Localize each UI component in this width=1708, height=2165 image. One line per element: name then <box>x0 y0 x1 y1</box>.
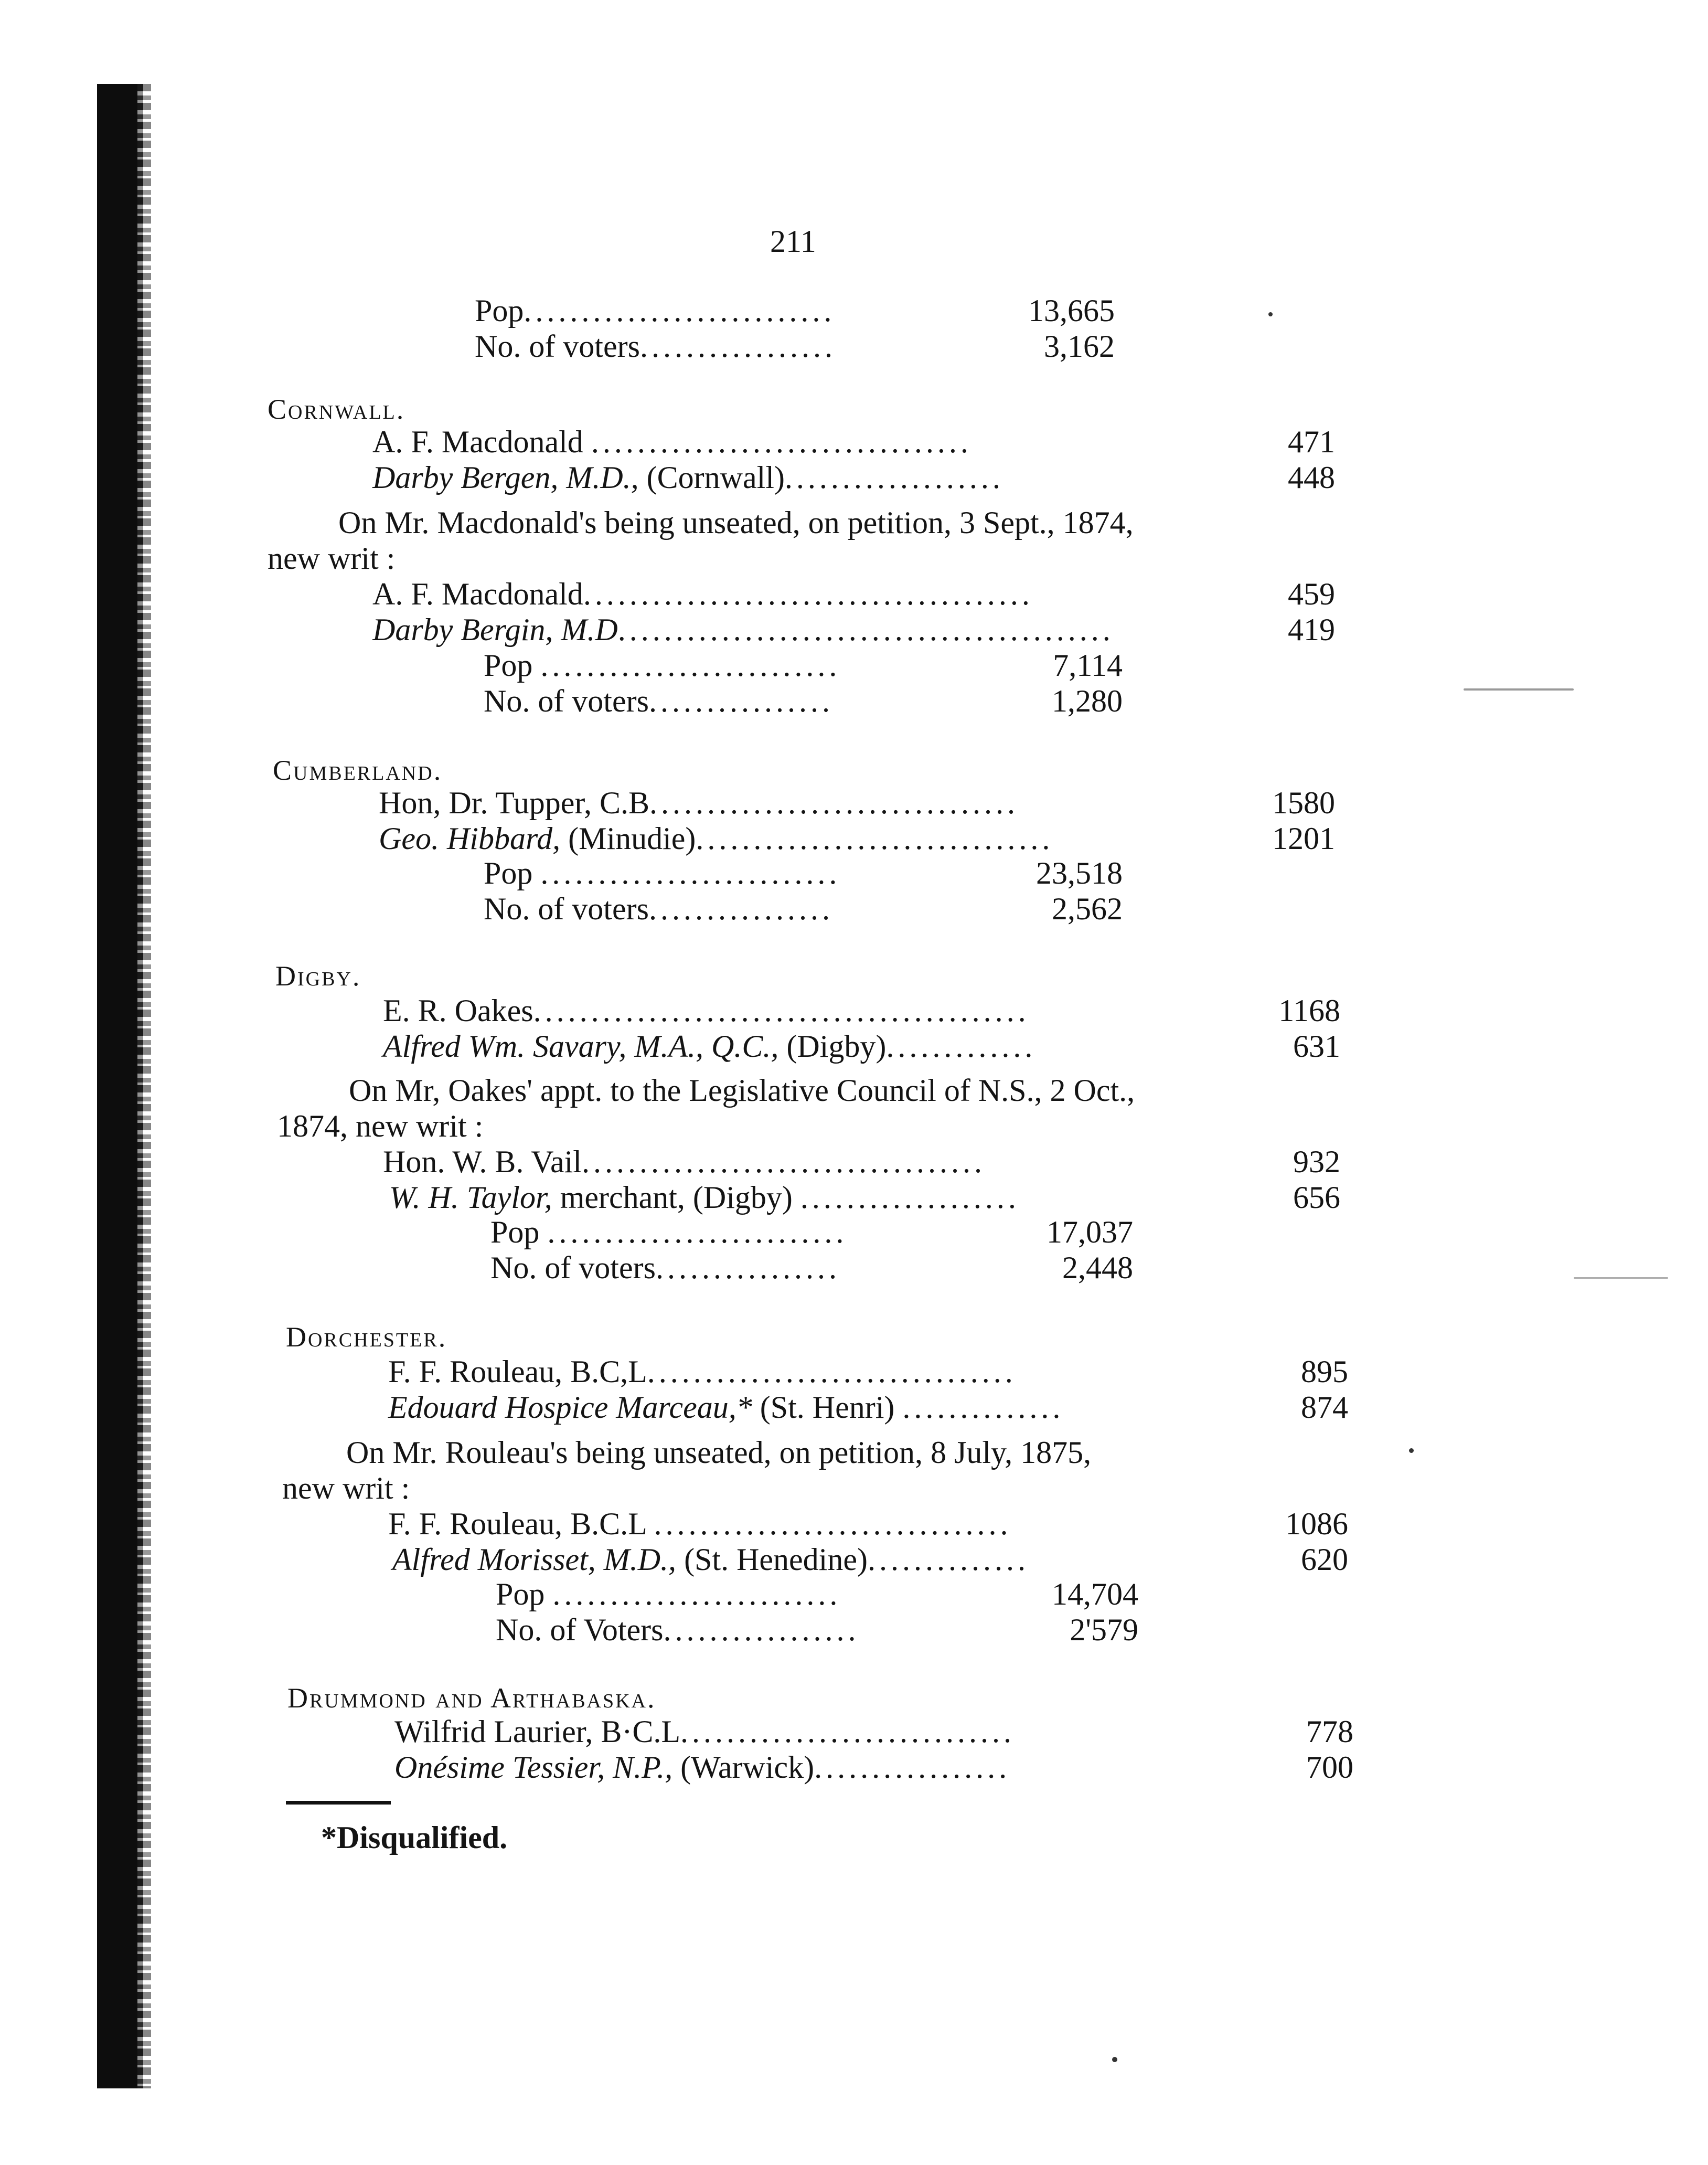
dorchester-voters-value: 2'579 <box>1070 1612 1138 1647</box>
heading-cornwall: Cornwall. <box>268 394 405 425</box>
cornwall-candidate-2: Darby Bergen, M.D., (Cornwall)................... <box>372 460 1004 495</box>
top-pop-row: Pop........................... <box>475 293 836 328</box>
dorchester-candidate-1-votes: 895 <box>1301 1354 1348 1389</box>
digby-candidate-2-votes: 631 <box>1293 1029 1340 1064</box>
dorchester-candidate-3: F. F. Rouleau, B.C.L ............................... <box>388 1506 1012 1541</box>
digby-candidate-3-votes: 932 <box>1293 1144 1340 1179</box>
cumberland-pop-row: Pop .......................... <box>484 856 841 890</box>
drummond-candidate-2-place: (Warwick) <box>680 1750 815 1785</box>
cumberland-candidate-1-votes: 1580 <box>1272 786 1335 820</box>
cornwall-candidate-4-votes: 419 <box>1288 612 1335 647</box>
digby-candidate-1-votes: 1168 <box>1278 993 1340 1028</box>
dorchester-candidate-4-name: Alfred Morisset, M.D., <box>392 1542 677 1577</box>
top-pop-value: 13,665 <box>1028 293 1115 328</box>
digby-candidate-4-votes: 656 <box>1293 1180 1340 1215</box>
dorchester-candidate-4-votes: 620 <box>1301 1542 1348 1577</box>
digby-candidate-2-name: Alfred Wm. Savary, M.A., Q.C., <box>383 1029 779 1064</box>
drummond-candidate-2-name: Onésime Tessier, N.P., <box>394 1750 673 1785</box>
scan-mark <box>1574 1277 1668 1279</box>
top-pop-label: Pop <box>475 293 524 328</box>
digby-note-line-2: 1874, new writ : <box>277 1109 484 1143</box>
scan-mark <box>1464 688 1574 691</box>
cornwall-pop-label: Pop <box>484 648 533 683</box>
cornwall-candidate-1: A. F. Macdonald ................................. <box>372 424 972 459</box>
top-voters-label: No. of voters <box>475 329 640 364</box>
cornwall-candidate-4-name: Darby Bergin, M.D <box>372 612 618 647</box>
dorchester-candidate-3-name: F. F. Rouleau, B.C.L <box>388 1506 646 1541</box>
cumberland-voters-value: 2,562 <box>1052 892 1123 926</box>
dorchester-candidate-4: Alfred Morisset, M.D., (St. Henedine).............. <box>392 1542 1029 1577</box>
dorchester-candidate-1-name: F. F. Rouleau, B.C,L <box>388 1354 647 1389</box>
dorchester-candidate-1: F. F. Rouleau, B.C,L................................ <box>388 1354 1017 1389</box>
cornwall-candidate-3: A. F. Macdonald....................................... <box>372 577 1033 611</box>
cornwall-pop-value: 7,114 <box>1053 648 1123 683</box>
cumberland-pop-label: Pop <box>484 856 533 890</box>
drummond-candidate-1-name: Wilfrid Laurier, B·C.L <box>394 1714 681 1749</box>
cumberland-candidate-2: Geo. Hibbard, (Minudie)............................... <box>379 821 1054 856</box>
cornwall-candidate-4: Darby Bergin, M.D........................................... <box>372 612 1114 647</box>
digby-pop-label: Pop <box>490 1215 540 1249</box>
drummond-candidate-2: Onésime Tessier, N.P., (Warwick)................. <box>394 1750 1011 1785</box>
digby-candidate-2-place: (Digby) <box>786 1029 887 1064</box>
cornwall-candidate-3-votes: 459 <box>1288 577 1335 611</box>
digby-candidate-1-name: E. R. Oakes <box>383 993 533 1028</box>
cumberland-candidate-2-place: (Minudie) <box>568 821 696 856</box>
cumberland-voters-row: No. of voters................ <box>484 892 834 926</box>
digby-candidate-3: Hon. W. B. Vail................................... <box>383 1144 986 1179</box>
digby-pop-row: Pop .......................... <box>490 1215 848 1249</box>
scan-speck <box>1112 2057 1117 2062</box>
dorchester-voters-label: No. of Voters <box>496 1612 664 1647</box>
digby-candidate-3-name: Hon. W. B. Vail <box>383 1144 582 1179</box>
cumberland-pop-value: 23,518 <box>1036 856 1123 890</box>
dorchester-candidate-2-place: (St. Henri) <box>760 1390 895 1425</box>
cornwall-voters-value: 1,280 <box>1052 684 1123 718</box>
digby-candidate-4: W. H. Taylor, merchant, (Digby) ................... <box>389 1180 1020 1215</box>
scanned-page-spine-edge <box>137 84 151 2088</box>
cornwall-voters-label: No. of voters <box>484 684 649 718</box>
dorchester-candidate-2-name: Edouard Hospice Marceau,* <box>388 1390 752 1425</box>
cornwall-voters-row: No. of voters................ <box>484 684 834 718</box>
top-voters-value: 3,162 <box>1044 329 1115 364</box>
cumberland-candidate-2-votes: 1201 <box>1272 821 1335 856</box>
scanned-page-spine-shadow <box>97 84 143 2088</box>
cornwall-candidate-2-place: (Cornwall) <box>646 460 785 495</box>
scan-speck <box>1409 1448 1414 1453</box>
drummond-candidate-1: Wilfrid Laurier, B·C.L............................. <box>394 1714 1016 1749</box>
dorchester-voters-row: No. of Voters................. <box>496 1612 860 1647</box>
drummond-candidate-1-votes: 778 <box>1306 1714 1353 1749</box>
drummond-candidate-2-votes: 700 <box>1306 1750 1353 1785</box>
dorchester-pop-value: 14,704 <box>1052 1577 1138 1611</box>
dorchester-note-line-1: On Mr. Rouleau's being unseated, on petition, 8 July, 1875, <box>346 1435 1092 1470</box>
digby-voters-value: 2,448 <box>1062 1250 1133 1285</box>
digby-candidate-1: E. R. Oakes........................................... <box>383 993 1030 1028</box>
cornwall-candidate-2-name: Darby Bergen, M.D., <box>372 460 639 495</box>
digby-pop-value: 17,037 <box>1047 1215 1133 1249</box>
footnote-rule <box>286 1801 391 1805</box>
cornwall-pop-row: Pop .......................... <box>484 648 841 683</box>
cumberland-voters-label: No. of voters <box>484 892 649 926</box>
cornwall-candidate-1-votes: 471 <box>1288 424 1335 459</box>
digby-voters-row: No. of voters................ <box>490 1250 840 1285</box>
dorchester-candidate-2-votes: 874 <box>1301 1390 1348 1425</box>
dorchester-candidate-2: Edouard Hospice Marceau,* (St. Henri) .............. <box>388 1390 1064 1425</box>
digby-voters-label: No. of voters <box>490 1250 656 1285</box>
heading-cumberland: Cumberland. <box>273 755 443 786</box>
cornwall-note-line-1: On Mr. Macdonald's being unseated, on petition, 3 Sept., 1874, <box>338 505 1134 540</box>
dorchester-candidate-4-place: (St. Henedine) <box>684 1542 868 1577</box>
top-voters-row: No. of voters................. <box>475 329 836 364</box>
digby-candidate-4-detail: merchant, (Digby) <box>560 1180 793 1215</box>
heading-dorchester: Dorchester. <box>286 1321 447 1353</box>
cumberland-candidate-2-name: Geo. Hibbard, <box>379 821 561 856</box>
cornwall-candidate-1-name: A. F. Macdonald <box>372 424 583 459</box>
dorchester-candidate-3-votes: 1086 <box>1285 1506 1348 1541</box>
dorchester-pop-label: Pop <box>496 1577 545 1611</box>
page-number: 211 <box>770 224 816 259</box>
cumberland-candidate-1: Hon, Dr. Tupper, C.B................................ <box>379 786 1019 820</box>
dorchester-note-line-2: new writ : <box>282 1471 410 1505</box>
cornwall-note-line-2: new writ : <box>268 541 396 576</box>
cornwall-candidate-3-name: A. F. Macdonald <box>372 577 583 611</box>
cornwall-candidate-2-votes: 448 <box>1288 460 1335 495</box>
heading-digby: Digby. <box>275 960 361 992</box>
footnote: *Disqualified. <box>321 1820 508 1855</box>
scan-speck <box>1268 312 1273 316</box>
digby-candidate-2: Alfred Wm. Savary, M.A., Q.C., (Digby)............. <box>383 1029 1037 1064</box>
cumberland-candidate-1-name: Hon, Dr. Tupper, C.B <box>379 786 650 820</box>
digby-note-line-1: On Mr, Oakes' appt. to the Legislative Council of N.S., 2 Oct., <box>349 1073 1135 1108</box>
heading-drummond-and-arthabaska: Drummond and Arthabaska. <box>287 1682 656 1714</box>
digby-candidate-4-name: W. H. Taylor, <box>389 1180 552 1215</box>
dorchester-pop-row: Pop ......................... <box>496 1577 841 1611</box>
